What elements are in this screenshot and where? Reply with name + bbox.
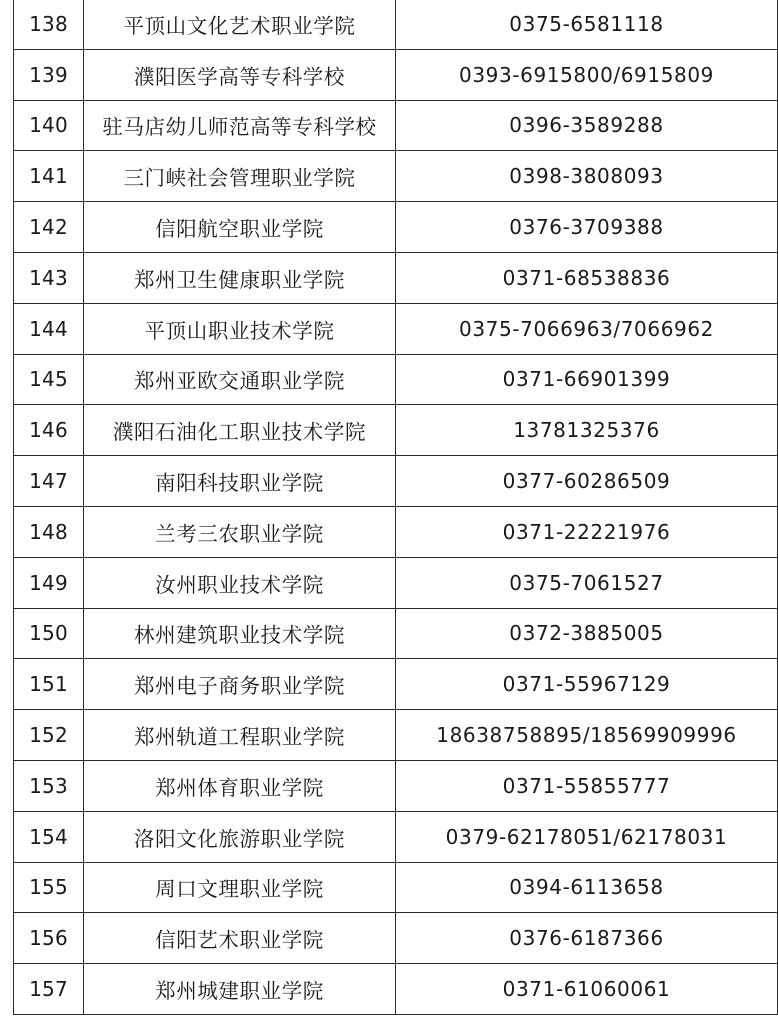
- table-row: [14, 405, 778, 456]
- school-name: 驻马店幼儿师范高等专科学校: [84, 100, 396, 151]
- table-row: [14, 506, 778, 557]
- row-number: 146: [14, 405, 84, 456]
- table-row: [14, 964, 778, 1015]
- row-number: 149: [14, 557, 84, 608]
- table-row: [14, 710, 778, 761]
- phone-number: 0372-3885005: [396, 608, 778, 659]
- row-number: 150: [14, 608, 84, 659]
- row-number: 148: [14, 506, 84, 557]
- row-number: 142: [14, 202, 84, 253]
- row-number: 138: [14, 0, 84, 49]
- phone-number: 0375-7061527: [396, 557, 778, 608]
- row-number: 139: [14, 49, 84, 100]
- table-row: [14, 354, 778, 405]
- phone-number: 0371-61060061: [396, 964, 778, 1015]
- phone-number: 0376-3709388: [396, 202, 778, 253]
- row-number: 141: [14, 151, 84, 202]
- phone-number: 0371-55967129: [396, 659, 778, 710]
- phone-number: 0371-66901399: [396, 354, 778, 405]
- phone-number: 0376-6187366: [396, 913, 778, 964]
- school-name: 郑州卫生健康职业学院: [84, 252, 396, 303]
- phone-number: 0371-22221976: [396, 506, 778, 557]
- table-row: [14, 862, 778, 913]
- table-row: [14, 303, 778, 354]
- phone-number: 0396-3589288: [396, 100, 778, 151]
- row-number: 147: [14, 456, 84, 507]
- table-row: [14, 49, 778, 100]
- table-row: [14, 659, 778, 710]
- table-row: [14, 151, 778, 202]
- school-name: 平顶山职业技术学院: [84, 303, 396, 354]
- table-row: [14, 760, 778, 811]
- row-number: 154: [14, 811, 84, 862]
- school-name: 郑州体育职业学院: [84, 760, 396, 811]
- school-contact-table: [13, 0, 778, 1015]
- school-name: 汝州职业技术学院: [84, 557, 396, 608]
- table-row: [14, 608, 778, 659]
- table-row: [14, 0, 778, 49]
- school-name: 郑州电子商务职业学院: [84, 659, 396, 710]
- phone-number: 0375-6581118: [396, 0, 778, 49]
- school-name: 濮阳医学高等专科学校: [84, 49, 396, 100]
- phone-number: 18638758895/18569909996: [396, 710, 778, 761]
- phone-number: 0371-68538836: [396, 252, 778, 303]
- phone-number: 0394-6113658: [396, 862, 778, 913]
- table-row: [14, 456, 778, 507]
- phone-number: 0371-55855777: [396, 760, 778, 811]
- school-name: 信阳航空职业学院: [84, 202, 396, 253]
- table-row: [14, 100, 778, 151]
- row-number: 143: [14, 252, 84, 303]
- phone-number: 0375-7066963/7066962: [396, 303, 778, 354]
- school-name: 郑州轨道工程职业学院: [84, 710, 396, 761]
- phone-number: 13781325376: [396, 405, 778, 456]
- row-number: 155: [14, 862, 84, 913]
- school-name: 周口文理职业学院: [84, 862, 396, 913]
- phone-number: 0379-62178051/62178031: [396, 811, 778, 862]
- table-row: [14, 252, 778, 303]
- school-name: 三门峡社会管理职业学院: [84, 151, 396, 202]
- table-row: [14, 811, 778, 862]
- school-name: 南阳科技职业学院: [84, 456, 396, 507]
- school-name: 洛阳文化旅游职业学院: [84, 811, 396, 862]
- phone-number: 0377-60286509: [396, 456, 778, 507]
- row-number: 156: [14, 913, 84, 964]
- school-name: 兰考三农职业学院: [84, 506, 396, 557]
- row-number: 151: [14, 659, 84, 710]
- school-name: 濮阳石油化工职业技术学院: [84, 405, 396, 456]
- school-name: 郑州城建职业学院: [84, 964, 396, 1015]
- school-name: 信阳艺术职业学院: [84, 913, 396, 964]
- table-row: [14, 557, 778, 608]
- table-row: [14, 202, 778, 253]
- table-row: [14, 913, 778, 964]
- school-name: 林州建筑职业技术学院: [84, 608, 396, 659]
- school-name: 平顶山文化艺术职业学院: [84, 0, 396, 49]
- phone-number: 0393-6915800/6915809: [396, 49, 778, 100]
- row-number: 153: [14, 760, 84, 811]
- row-number: 157: [14, 964, 84, 1015]
- row-number: 144: [14, 303, 84, 354]
- row-number: 140: [14, 100, 84, 151]
- row-number: 145: [14, 354, 84, 405]
- row-number: 152: [14, 710, 84, 761]
- phone-number: 0398-3808093: [396, 151, 778, 202]
- table-body: [14, 0, 778, 1014]
- school-name: 郑州亚欧交通职业学院: [84, 354, 396, 405]
